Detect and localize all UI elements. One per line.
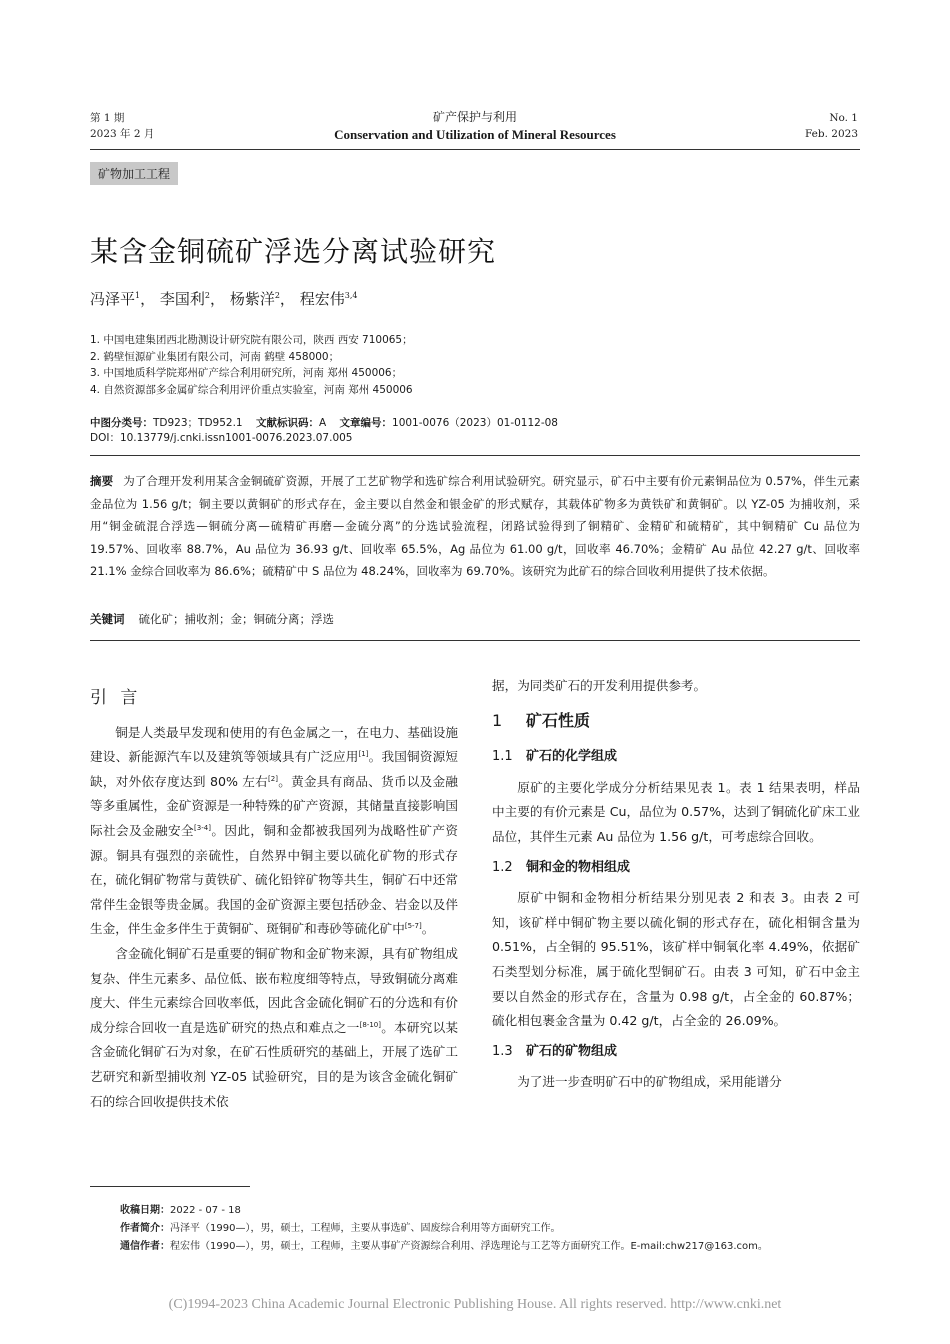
header-issue-number-cn: 第 1 期	[90, 112, 125, 124]
continuation-text: 据，为同类矿石的开发利用提供参考。	[492, 678, 707, 693]
doc-code-value: A	[318, 417, 327, 429]
abstract-rule	[90, 640, 860, 641]
article-number-value: 1001-0076（2023）01-0112-08	[392, 417, 558, 429]
section-1-2-heading	[492, 856, 860, 881]
intro-heading: 引 言	[90, 688, 142, 708]
author-affiliation-mark: 2	[274, 291, 280, 300]
intro-text: 。	[421, 921, 435, 937]
author-name: 李国利	[159, 290, 205, 308]
corresponding-label: 通信作者：	[120, 1241, 170, 1252]
section-title: 矿石的矿物组成	[526, 1043, 618, 1059]
intro-text: 含金硫化铜矿石是重要的铜矿物和金矿物来源，具有矿物组成复杂、伴生元素多、品位低、嵌布粒度细等特点，导致铜硫分离难度大、伴生元素综合回收率低，因此含金硫化铜矿石的分选和有价成分综合回收一直是选矿研究的热点和难点之一	[90, 945, 458, 1035]
author-separator: ，	[140, 290, 156, 308]
left-column	[90, 686, 458, 1114]
author-list	[90, 288, 357, 309]
keywords-text: 硫化矿；捕收剂；金；铜硫分离；浮选	[138, 612, 334, 626]
section-1-1-text: 原矿的主要化学成分分析结果见表 1。表 1 结果表明，样品中主要的有价元素是 Cu，品位为 0.57%，达到了铜硫化矿床工业品位，其伴生元素 Au 品位为 1.56 g/t，可考虑综合回收。	[492, 779, 860, 844]
corresponding-author	[120, 1238, 768, 1256]
author-separator: ，	[210, 290, 226, 308]
affiliation-item: 3. 中国地质科学院郑州矿产综合利用研究所，河南 郑州 450006；	[90, 367, 403, 379]
clc-label: 中图分类号：	[90, 417, 153, 429]
author-name: 程宏伟	[299, 290, 345, 308]
clc-value: TD923；TD952.1	[153, 417, 243, 429]
section-number: 1.1	[492, 749, 513, 765]
doc-code-label: 文献标识码：	[255, 417, 319, 429]
section-1-3-text: 为了进一步查明矿石中的矿物组成，采用能谱分	[517, 1074, 782, 1090]
intro-text: 。黄金具有商品、货币以及金融等多重属性，金矿资源是一种特殊的矿产资源，其储量直接影响国际社会及金融安全	[90, 773, 459, 838]
journal-title-cn: 矿产保护与利用	[432, 110, 517, 124]
affiliation-item: 4. 自然资源部多金属矿综合利用评价重点实验室，河南 郑州 450006	[90, 383, 413, 396]
intro-text: 。我国铜资源短缺，对外依存度达到 80% 左右	[90, 749, 459, 789]
author-separator: ，	[279, 290, 295, 308]
meta-rule	[90, 455, 860, 456]
abstract	[90, 470, 860, 583]
author-affiliation-mark: 3,4	[344, 291, 358, 300]
section-title: 矿石性质	[526, 710, 591, 730]
section-number: 1.2	[492, 859, 513, 875]
keywords-label: 关键词	[90, 612, 125, 626]
received-label: 收稿日期：	[120, 1205, 170, 1216]
journal-title-en: Conservation and Utilization of Mineral Resources	[334, 127, 616, 142]
section-1-3-heading	[492, 1040, 860, 1065]
section-1-2-text: 原矿中铜和金物相分析结果分别见表 2 和表 3。由表 2 可知，该矿样中铜矿物主要以硫化铜的形式存在，硫化相铜含量为 0.51%，占全铜的 95.51%，该矿样中铜氧化率 4.49%，依据矿石类型划分标准，属于硫化型铜矿石。由表 3 可知，矿石中金主要以自然金的形式存在，含量为 0.98 g/t，占全金的 60.87%；硫化相包裹金含量为 0.42 g/t，占全金的 26.09%。	[492, 890, 860, 1029]
copyright-watermark: (C)1994-2023 China Academic Journal Electronic Publishing House. All rights reserved. http://www.cnki.net	[168, 1297, 782, 1312]
section-number: 1.3	[492, 1043, 513, 1059]
keywords	[90, 611, 334, 627]
intro-text: 。因此，铜和金都被我国列为战略性矿产资源。铜具有强烈的亲硫性，自然界中铜主要以硫化矿物的形式存在，硫化铜矿物常与黄铁矿、硫化铅锌矿物等共生，铜矿石中还常常伴生金银等贵金属。我国的金矿资源主要包括砂金、岩金以及伴生金，伴生金多伴生于黄铜矿、斑铜矿和毒砂等硫化矿中	[90, 822, 459, 937]
doi-line: DOI：10.13779/j.cnki.issn1001-0076.2023.07.005	[90, 432, 353, 444]
abstract-label: 摘要	[90, 474, 114, 488]
column-tag: 矿物加工工程	[90, 162, 178, 185]
author-bio-text: 冯泽平（1990—），男，硕士，工程师，主要从事选矿、固废综合利用等方面研究工作。	[170, 1223, 561, 1234]
author-affiliation-mark: 1	[135, 291, 141, 300]
intro-paragraph-1	[90, 721, 458, 942]
article-meta	[90, 416, 558, 446]
section-title: 矿石的化学组成	[526, 749, 618, 765]
affiliation-item: 2. 鹤壁恒源矿业集团有限公司，河南 鹤壁 458000；	[90, 350, 340, 363]
abstract-text: 为了合理开发利用某含金铜硫矿资源，开展了工艺矿物学和选矿综合利用试验研究。研究显示，矿石中主要有价元素铜品位为 0.57%，伴生元素金品位为 1.56 g/t；铜主要以黄铜矿的形式存在，金主要以自然金和银金矿的形式赋存，其载体矿物多为黄铁矿和黄铜矿。以 YZ-05 为捕收剂，采用“铜金硫混合浮选—铜硫分离—硫精矿再磨—金硫分离”的分选试验流程，闭路试验得到了铜精矿、金精矿和硫精矿，其中铜精矿 Cu 品位为 19.57%、回收率 88.7%，Au 品位为 36.93 g/t、回收率 65.5%，Ag 品位为 61.00 g/t，回收率 46.70%；金精矿 Au 品位 42.27 g/t、回收率 21.1% 金综合回收率为 86.6%；硫精矿中 S 品位为 48.24%，回收率为 69.70%。该研究为此矿石的综合回收利用提供了技术依据。	[90, 474, 860, 578]
intro-text: 铜是人类最早发现和使用的有色金属之一，在电力、基础设施建设、新能源汽车以及建筑等领域具有广泛应用	[90, 724, 458, 765]
header-date-en: Feb. 2023	[804, 128, 858, 140]
right-column	[492, 674, 860, 1095]
header-issue-en	[805, 110, 858, 142]
citation: [2]	[268, 774, 278, 783]
footnote-rule	[90, 1186, 250, 1187]
author-bio-label: 作者简介：	[120, 1223, 170, 1234]
affiliation-item: 1. 中国电建集团西北勘测设计研究院有限公司，陕西 西安 710065；	[90, 334, 413, 346]
classification-line	[90, 416, 558, 431]
affiliations	[90, 332, 413, 398]
article-title: 某含金铜硫矿浮选分离试验研究	[90, 235, 497, 268]
citation: [3-4]	[194, 823, 211, 832]
section-1-1-heading	[492, 745, 860, 770]
intro-text: 。本研究以某含金硫化铜矿石为对象，在矿石性质研究的基础上，开展了选矿工艺研究和新型捕收剂 YZ-05 试验研究，目的是为该含金硫化铜矿石的综合回收提供技术依	[90, 1019, 459, 1109]
section-title: 铜和金的物相组成	[526, 859, 631, 875]
author-name: 冯泽平	[90, 290, 136, 308]
corresponding-text: 程宏伟（1990—），男，硕士，工程师，主要从事矿产资源综合利用、浮选理论与工艺等方面研究工作。E-mail:chw217@163.com。	[170, 1241, 768, 1252]
section-number: 1	[492, 710, 503, 730]
received-value: 2022 - 07 - 18	[170, 1205, 241, 1216]
article-number-label: 文章编号：	[339, 417, 393, 429]
author-bio	[120, 1220, 768, 1238]
received-date	[120, 1202, 768, 1220]
intro-paragraph-2	[90, 942, 458, 1114]
citation: [8-10]	[359, 1020, 381, 1029]
section-1-heading	[492, 709, 860, 734]
footnotes	[120, 1202, 768, 1256]
citation: [1]	[358, 750, 369, 758]
citation: [5-7]	[404, 922, 422, 931]
author-affiliation-mark: 2	[204, 291, 211, 300]
header-date-cn: 2023 年 2 月	[90, 128, 155, 140]
header-rule	[90, 149, 860, 150]
header-issue-number-en: No. 1	[829, 112, 858, 124]
author-name: 杨紫洋	[229, 290, 275, 308]
